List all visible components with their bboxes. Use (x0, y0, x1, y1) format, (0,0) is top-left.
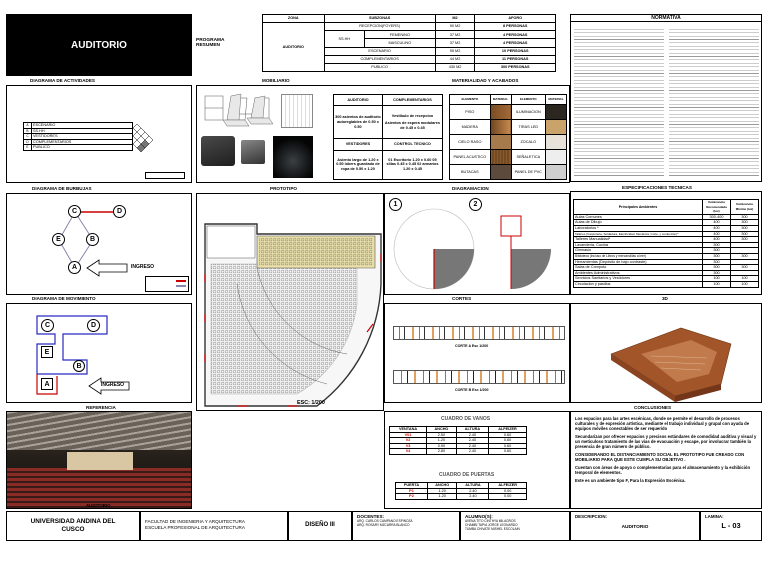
program-m2: 37 M2 (435, 31, 475, 39)
spec-cell: 300 (731, 214, 759, 220)
docente-name: ARQ. CARLOS CAMPANO ESPINOZA (357, 519, 413, 523)
corte-b-drawing (393, 370, 565, 384)
program-sub: RECEPCION(FOYERS) (324, 23, 435, 31)
auditorio-caption: AUDITORIO (86, 503, 111, 508)
move-node: B (73, 360, 85, 372)
spec-cell: 300 (731, 237, 759, 243)
page-title: AUDITORIO (71, 40, 127, 51)
mat-element: BUTACAS (450, 165, 491, 180)
photo-ceiling (7, 412, 192, 450)
spec-cell: 300 (703, 248, 731, 254)
especificaciones-panel (570, 191, 762, 295)
spec-cell: Herramientas (Depósito de bajo contraste) (574, 259, 703, 265)
program-aforo: 4 PERSONAS (475, 39, 556, 47)
program-sub: ESCENARIO (324, 47, 435, 55)
lamina-value: L - 03 (721, 521, 741, 530)
ingreso-label: INGRESO (101, 382, 125, 388)
mat-swatch (490, 105, 511, 120)
alumno-name: TUMBA CHIVATE MISHEL ESCOLAIN (465, 527, 520, 532)
puertas-cell: 2.40 (457, 494, 489, 500)
especificaciones-table (573, 199, 759, 288)
spec-cell: Lavandería, Cocina (574, 242, 703, 248)
spec-cell: 100 (703, 276, 731, 282)
bubble-legend (145, 276, 189, 292)
vanos-cell: 1.20 (427, 438, 457, 444)
spec-cell: 400 (703, 237, 731, 243)
program-header-m2: M2 (435, 15, 475, 23)
materiales-table (449, 94, 567, 180)
puertas-title: CUADRO DE PUERTAS (439, 472, 495, 478)
program-table (262, 14, 556, 72)
mobiliario-table (333, 94, 443, 180)
spec-cell: 100 (703, 281, 731, 287)
referencia-title: REFERENCIA (86, 405, 116, 410)
program-aforo: 11 PERSONAS (475, 55, 556, 63)
photo-stage (67, 452, 133, 470)
spec-cell: Talleres (Carpinteria, Soldadura, Electricidad, Mecánica, Corte, y confección)* (574, 231, 703, 237)
vanos-header: ANCHO (427, 427, 457, 433)
vanos-cell: 0.60 (489, 438, 527, 444)
program-sub2: MASCULINO (364, 39, 435, 47)
cortes-title: CORTES (452, 296, 472, 301)
puertas-table (395, 482, 527, 500)
mat-swatch (546, 105, 567, 120)
mat-swatch (490, 165, 511, 180)
spec-header: Iluminancia Minima (lux) (731, 200, 759, 215)
footer-faculty (140, 511, 288, 541)
move-node: C (41, 319, 54, 332)
normativa-panel (570, 14, 762, 182)
mob-header-vestidores: VESTIDORES (334, 139, 383, 150)
actividad-item: VESTIDORES (32, 134, 133, 140)
mob-header-complementarios: COMPLEMENTARIOS (382, 95, 442, 106)
conclusiones-panel (570, 411, 762, 509)
armchair-photo (201, 136, 235, 166)
cortes-panel (384, 303, 570, 403)
mat-element: CIELO RASO (450, 135, 491, 150)
burbujas-panel (6, 193, 192, 295)
actividades-panel (6, 85, 192, 183)
alumno-name: CHAMBI TAPIA JORGE LEONARDO (465, 523, 518, 528)
spec-cell: 300 (703, 270, 731, 276)
school-name: ESCUELA PROFESIONAL DE ARQUITECTURA (145, 525, 245, 530)
conclusiones-title: CONCLUSIONES (634, 405, 672, 410)
materialidad-title: MATERIALIDAD Y ACABADOS (452, 78, 519, 83)
prototipo-title: PROTOTIPO (270, 186, 297, 191)
program-m2: 90 M2 (435, 23, 475, 31)
conclusion-paragraph: CONSIDERANDO EL DISTANCIAMIENTO SOCIAL EL PROTOTIPO FUE CREADO CON MOBILIARIO PARA QUE ESTE CUMPLA SU OBJETIVO . (575, 452, 745, 462)
plan-scale: ESC: 1/200 (297, 400, 325, 406)
mat-swatch (546, 150, 567, 165)
diagramacion-panel (384, 193, 570, 295)
normativa-text-left (574, 27, 664, 177)
mat-element: TIRAS LED (511, 120, 546, 135)
spec-cell: 300 (703, 265, 731, 271)
vanos-cell: 2.40 (456, 449, 488, 455)
puertas-header: ALFEIZER (489, 483, 527, 489)
bubble-node: A (68, 261, 81, 274)
mat-header: MATERIAL (546, 95, 567, 105)
mat-element: PANEL ACUSTICO (450, 150, 491, 165)
bubble-node: B (86, 233, 99, 246)
render-3d (571, 304, 762, 403)
diagram-2 (481, 204, 570, 294)
vanos-cell: V01 (390, 432, 427, 438)
vanos-cell: 0.90 (427, 443, 457, 449)
spec-header: Iluminancia Recomendada (lux) (703, 200, 731, 215)
spec-cell: 300 (731, 225, 759, 231)
spec-cell: Aulas de Dibujo (574, 220, 703, 226)
normativa-title: NORMATIVA (571, 15, 761, 22)
program-sub2: FEMENINO (364, 31, 435, 39)
spec-cell: Aulas Comunes (574, 214, 703, 220)
descripcion-label: DESCRIPCION: (575, 514, 607, 519)
vanos-cell: 2.40 (456, 443, 488, 449)
armchair-photo-2 (241, 140, 265, 164)
corte-b-label: CORTE B Esc 1/200 (455, 388, 489, 392)
footer-docentes (352, 511, 460, 541)
mat-element: PISO (450, 105, 491, 120)
vanos-header: ALTURA (456, 427, 488, 433)
descripcion-value: AUDITORIO (621, 525, 649, 530)
spec-cell: Ambientes Administrativos (574, 270, 703, 276)
actividad-item: PUBLICO (32, 145, 133, 151)
bubble-node: E (52, 233, 65, 246)
podium-photo (273, 136, 313, 178)
matrix-legend (145, 172, 185, 179)
lamina-label: LAMINA: (705, 514, 724, 519)
program-sub: PUBLICO (324, 63, 435, 71)
program-zone: AUDITORIO (263, 23, 325, 72)
spec-cell: 300 (731, 265, 759, 271)
relation-matrix (133, 124, 163, 158)
alumnos-label: ALUMNO(S): (465, 514, 493, 519)
puertas-header: ALTURA (457, 483, 489, 489)
bubble-node: C (68, 205, 81, 218)
mat-swatch (546, 165, 567, 180)
program-aforo: 300 PERSONAS (475, 63, 556, 71)
corte-a-drawing (393, 326, 565, 340)
puertas-header: PUERTA (396, 483, 428, 489)
burbujas-title: DIAGRAMA DE BURBUJAS (32, 186, 92, 191)
vanos-cell: V4 (390, 449, 427, 455)
conclusion-paragraph: Los espacios para las artes escénicas, donde se permite el desarrollo de procesos culturales y de expresión artística, mediante el trabajo individual y grupal con ayuda de equipos móviles conectables de ser requerido (575, 416, 750, 431)
program-aforo: 10 PERSONAS (475, 47, 556, 55)
tresd-title: 3D (662, 296, 668, 301)
vanos-cell: 0.60 (489, 449, 527, 455)
footer-university (6, 511, 140, 541)
mob-cell: 01 Escritorio 1.20 x 0.60 05 sillas 0.45 x 0.45 02 armarios 1.20 x 0.45 (382, 150, 442, 179)
mat-element: SEÑALETICA (511, 150, 546, 165)
puertas-cell: P2 (396, 494, 428, 500)
movement-lines (7, 304, 192, 403)
mat-header: ELEMENTO (511, 95, 546, 105)
diagram-1 (389, 204, 479, 294)
puertas-cell: P1 (396, 488, 428, 494)
vanos-table (389, 426, 527, 455)
diagram-num: 1 (389, 198, 402, 211)
diagramacion-title: DIAGRAMACION (452, 186, 489, 191)
program-m2: 95 M2 (435, 47, 475, 55)
mat-swatch (490, 135, 511, 150)
program-sub: SS.HH (324, 31, 364, 47)
spec-cell: Circulación y pasillos (574, 281, 703, 287)
spec-cell: 100 (731, 281, 759, 287)
spec-header: Principales Ambientes (574, 200, 703, 215)
mob-header-control: CONTROL TECNICO (382, 139, 442, 150)
mat-element: PANEL DE PVC (511, 165, 546, 180)
spec-cell: Laboratorios * (574, 225, 703, 231)
puertas-cell: 0.00 (489, 488, 527, 494)
program-label: PROGRAMA RESUMEN (196, 38, 225, 48)
puertas-cell: 0.00 (489, 494, 527, 500)
footer-lamina (700, 511, 762, 541)
corte-a-label: CORTE A Esc 1/200 (455, 344, 489, 348)
mob-cell: Asiento largo de 1.20 x 0.50 lokers guardado de ropa de 0.50 x 1.20 (334, 150, 383, 179)
movimiento-title: DIAGRAMA DE MOVIMIENTO (32, 296, 96, 301)
spec-cell: Gimnasio (574, 248, 703, 254)
bench-drawing (281, 94, 313, 128)
vanos-cell: V2 (390, 438, 427, 444)
spec-cell: Servicios Sanitarios y Vestidores (574, 276, 703, 282)
movimiento-panel (6, 303, 192, 403)
program-m2: 430 M2 (435, 63, 475, 71)
footer-descripcion (570, 511, 700, 541)
vanos-panel (384, 411, 570, 509)
vanos-header: ALFEIZER (489, 427, 527, 433)
plan-panel (196, 193, 384, 411)
spec-cell: Talleres Manualidad* (574, 237, 703, 243)
vanos-cell: 2.40 (456, 432, 488, 438)
mobiliario-panel (196, 85, 570, 183)
mat-swatch (490, 150, 511, 165)
program-header-aforo: AFORO (475, 15, 556, 23)
program-m2: 44 M2 (435, 55, 475, 63)
faculty-name: FACULTAD DE INGENIERIA Y ARQUITECTURA (145, 519, 245, 524)
move-node: E (41, 346, 53, 358)
vanos-header: VENTANA (390, 427, 427, 433)
actividad-item: ESCENARIO (32, 123, 133, 129)
vanos-cell: 2.40 (456, 438, 488, 444)
spec-cell: 400 (703, 231, 731, 237)
alumno-name: AVENA TITO CINTHYA MILAGROS (465, 519, 516, 523)
vanos-cell: 0.60 (489, 432, 527, 438)
spec-cell: 300 (703, 253, 731, 259)
spec-cell: 300 (703, 259, 731, 265)
footer-alumnos (460, 511, 570, 541)
actividades-list: A ESCENARIO B SS.HH C VESTIDORES D COMPLEMENTARIOS E PUBLICO (23, 122, 133, 151)
tresd-panel (570, 303, 762, 403)
diagram-num: 2 (469, 198, 482, 211)
university-name: UNIVERSIDAD ANDINA DEL CUSCO (30, 518, 116, 533)
title-block (6, 14, 192, 76)
program-sub: COMPLEMENTARIOS (324, 55, 435, 63)
program-aforo: 4 PERSONAS (475, 31, 556, 39)
spec-cell: 300-400 (703, 214, 731, 220)
referencia-panel (6, 411, 192, 509)
mat-swatch (546, 120, 567, 135)
normativa-text-right (669, 27, 759, 177)
program-header-subzonas: SUBZONAS (324, 15, 435, 23)
mob-header-auditorio: AUDITORIO (334, 95, 383, 106)
mat-swatch (546, 135, 567, 150)
reference-photo (7, 412, 192, 509)
docente-name: ARQ. ROSARY MZCARRA BLANCO (357, 523, 410, 528)
puertas-header: ANCHO (427, 483, 456, 489)
mobiliario-title: MOBILIARIO (262, 78, 290, 83)
docentes-label: DOCENTES: (357, 514, 385, 519)
vanos-cell: 0.60 (489, 443, 527, 449)
footer-course (288, 511, 352, 541)
spec-cell: 300 (703, 242, 731, 248)
spec-cell: 300 (731, 231, 759, 237)
spec-cell: 400 (703, 225, 731, 231)
vanos-cell: 2.50 (427, 432, 457, 438)
puertas-cell: 1.20 (427, 494, 456, 500)
chair-3d-drawing (219, 90, 275, 132)
mob-cell: 300 asientos de auditorio autoreglables de 0.50 x 0.50 (334, 106, 383, 139)
mat-element: MADERA (450, 120, 491, 135)
puertas-cell: 2.40 (457, 488, 489, 494)
spec-cell: 400 (703, 220, 731, 226)
conclusion-paragraph: Secundarizan por ofrecer espacios y precisos estándares de comodidad auditiva y visual y un meticuloso tratamiento de las vías de evacuación y escape, por involucrar también la presencia de gran número de público. (575, 434, 757, 449)
bubble-node: D (113, 205, 126, 218)
spec-cell: 300 (731, 253, 759, 259)
especificaciones-title: ESPECIFICACIONES TECNICAS (622, 185, 692, 190)
move-node: D (87, 319, 100, 332)
spec-cell: Biblioteca (Incluso de Libros y mercancillas a leer) (574, 253, 703, 259)
vanos-cell: V3 (390, 443, 427, 449)
program-aforo: 8 PERSONAS (475, 23, 556, 31)
actividad-item: COMPLEMENTARIOS (32, 139, 133, 145)
actividad-item: SS.HH (32, 128, 133, 134)
mat-swatch (490, 120, 511, 135)
move-node: A (41, 378, 53, 390)
mat-element: ZOCALO (511, 135, 546, 150)
spec-cell: 300 (731, 220, 759, 226)
vanos-cell: 2.80 (427, 449, 457, 455)
mob-cell: Asientos de espera modulares de 0.45 x 0.45 (384, 120, 440, 130)
actividades-title: DIAGRAMA DE ACTIVIDADES (30, 78, 95, 83)
floor-plan (197, 194, 384, 411)
conclusion-paragraph: Cuentan con áreas de apoyo o complementarias para el almacenamiento y la exhibición temporal de elementos. (575, 465, 751, 475)
vanos-title: CUADRO DE VANOS (441, 416, 491, 422)
mob-cell: Vestibulo de recepcion (391, 114, 434, 119)
mat-element: ILUMINACION (511, 105, 546, 120)
spec-cell: Salas de Computo (574, 265, 703, 271)
mat-header: MATERIAL (490, 95, 511, 105)
mat-header: ELEMENTO (450, 95, 491, 105)
program-m2: 37 M2 (435, 39, 475, 47)
course-name: DISEÑO III (305, 522, 335, 528)
ingreso-label: INGRESO (131, 264, 155, 270)
spec-cell: 100 (731, 276, 759, 282)
program-header-zona: ZONA (263, 15, 325, 23)
conclusion-paragraph: Este es un ambiente tipo F, Para la Expresión Escénica. (575, 478, 686, 483)
puertas-cell: 1.20 (427, 488, 456, 494)
